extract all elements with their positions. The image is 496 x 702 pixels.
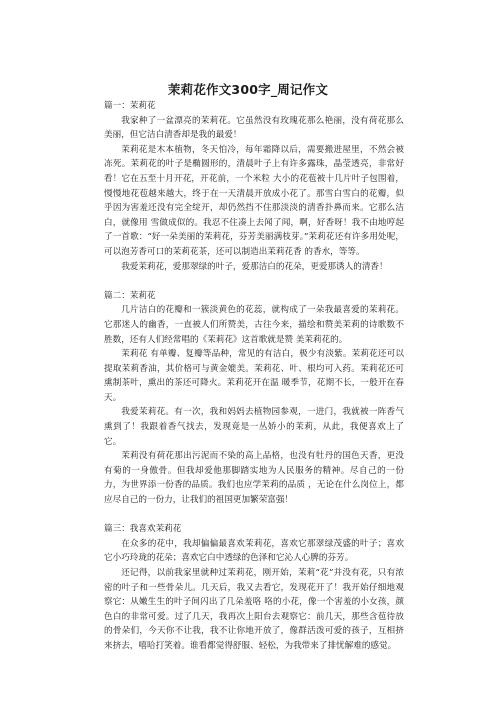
section-heading: 篇一：茉莉花 [104, 101, 156, 111]
document-title: 茉莉花作文300字_周记作文 [167, 82, 329, 97]
paragraph: 我爱茉莉花，爱那翠绿的叶子，爱那洁白的花朵，更爱那诱人的清香！ [121, 261, 388, 272]
section-heading: 篇二：茉莉花 [104, 290, 156, 301]
paragraph: 我爱茉莉花。有一次，我和妈妈去植物园参观，一进门，我就被一阵香气熏到了！我跟着香气找去，发现竟是一丛娇小的茉莉，从此，我便喜欢上了它。 [104, 407, 404, 447]
paragraph: 我家种了一盆漂亮的茉莉花。它虽然没有玫瑰花那么艳丽，没有荷花那么美丽，但它洁白清香却是我的最爱！ [104, 115, 404, 141]
document-body [104, 99, 404, 654]
section-spacer [104, 508, 404, 523]
paragraph: 茉莉花是木本植物，冬天怕冷，每年霜降以后，需要搬进屋里，不然会被冻死。茉莉花的叶子是椭圆形的，清晨叶子上有许多露珠，晶莹透亮，非常好看！它在五至十月开花，开花前，一个米粒 大小的花苞被十几片叶子包围着，慢慢地花苞越来越大，终于在一天清晨开放成小花了。那雪白雪白的花瓣，似乎因为害羞还没有完全绽开，却仍然挡不住那淡淡的清香扑鼻而来。它那么洁白，就像用 雪做成似的。我忍不住凑上去闻了闻，啊，好香呀！我不由地哼起了一首歌：“好一朵美丽的茉莉花，芬芳美丽满枝芽。”茉莉花还有许多用处呢，可以泡芳香可口的茉莉花茶，还可以制造出茉莉花香 的香水，等等。 [104, 144, 404, 257]
paragraph: 茉莉花 有单瓣、复瓣等品种，常见的有洁白，极少有淡紫。茉莉花还可以提取茉莉香油，其价格可与黄金媲美。茉莉花、叶、根均可入药。茉莉花还可熏制茶叶，熏出的茶还可降火。茉莉花开在温 暖季节，花期不长，一般开在春天。 [104, 349, 404, 403]
paragraph: 还记得，以前我家里就种过茉莉花，刚开始，茉莉“花”并没有花，只有浓密的叶子和一些骨朵儿。几天后，我又去看它，发现花开了！我开始仔细地观察它：从嫩生生的叶子间闪出了几朵羞咯 咯的小花，像一个害羞的小女孩，颜色白的非常可爱。过了几天，我再次上阳台去观察它：前几天，那些含苞待放的骨朵们，今天你不让我，我不让你地开放了，像群活泼可爱的孩子，互相挤来挤去，嘻哈打笑着。谁看都觉得舒服、轻松，为我带来了排忧解难的感觉。 [104, 568, 404, 651]
paragraph: 茉莉没有荷花那出污泥而不染的高上品格，也没有牡丹的国色天香，更没有菊的一身傲骨。但我却爱他那脚踏实地为人民服务的精神。尽自己的一份力，为世界添一份香的品质。我们也应学茉莉的品质 ，无论在什么岗位上，都应尽自己的一份力，让我们的祖国更加繁荣富强！ [104, 451, 404, 506]
section-spacer [104, 274, 404, 289]
section-heading: 篇三：我喜欢茉莉花 [104, 524, 182, 535]
paragraph: 在众多的花中，我却偏偏最喜欢茉莉花，喜欢它那翠绿茂盛的叶子；喜欢它小巧玲珑的花朵；喜欢它白中透绿的色泽和它沁人心脾的芬芳。 [104, 538, 404, 564]
paragraph: 几片洁白的花瓣和一簇淡黄色的花蕊，就构成了一朵我最喜爱的茉莉花。它那迷人的幽香，一直被人们所赞美，古往今来，描绘和赞美茉莉的诗歌数不胜数，还有人们经常唱的《茉莉花》这首歌就是赞 美茉莉花的。 [104, 305, 404, 345]
